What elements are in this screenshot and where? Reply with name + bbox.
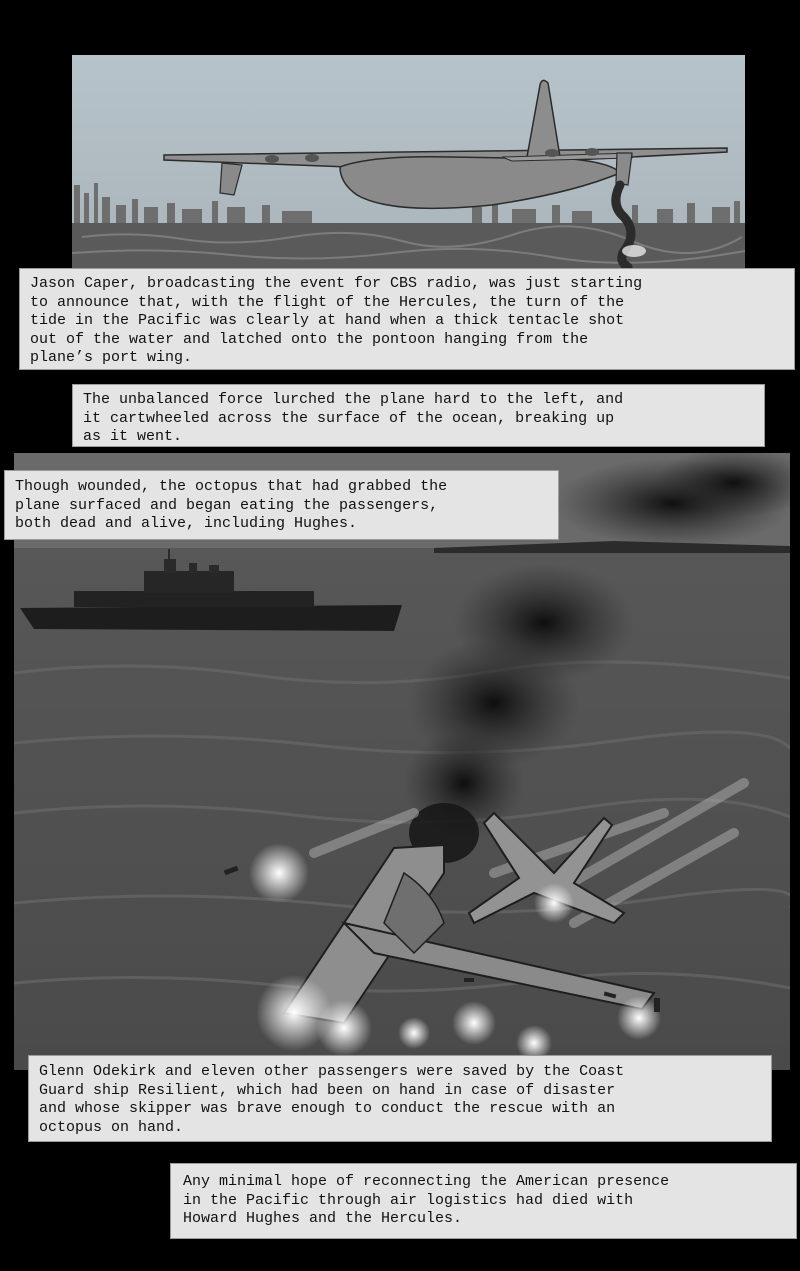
panel-hercules-takeoff bbox=[72, 55, 745, 270]
caption-1: Jason Caper, broadcasting the event for CBS radio, was just starting to announce that, with the flight of the Hercules, the turn of the tide in the Pacific was clearly at hand when a thick tentacle shot out of the water and latched onto the pontoon hanging from the plane’s port wing. bbox=[19, 268, 795, 370]
caption-3: Though wounded, the octopus that had grabbed the plane surfaced and began eating the passengers, both dead and alive, including Hughes. bbox=[4, 470, 559, 540]
caption-4: Glenn Odekirk and eleven other passengers were saved by the Coast Guard ship Resilient, which had been on hand in case of disaster and whose skipper was brave enough to conduct the rescue with an octopus on hand. bbox=[28, 1055, 772, 1142]
hercules-illustration bbox=[72, 55, 745, 270]
crash-illustration bbox=[14, 453, 790, 1070]
caption-5: Any minimal hope of reconnecting the American presence in the Pacific through air logistics had died with Howard Hughes and the Hercules. bbox=[170, 1163, 797, 1239]
panel-crash-scene bbox=[14, 453, 790, 1070]
caption-2: The unbalanced force lurched the plane hard to the left, and it cartwheeled across the surface of the ocean, breaking up as it went. bbox=[72, 384, 765, 447]
water-splash bbox=[622, 245, 646, 257]
